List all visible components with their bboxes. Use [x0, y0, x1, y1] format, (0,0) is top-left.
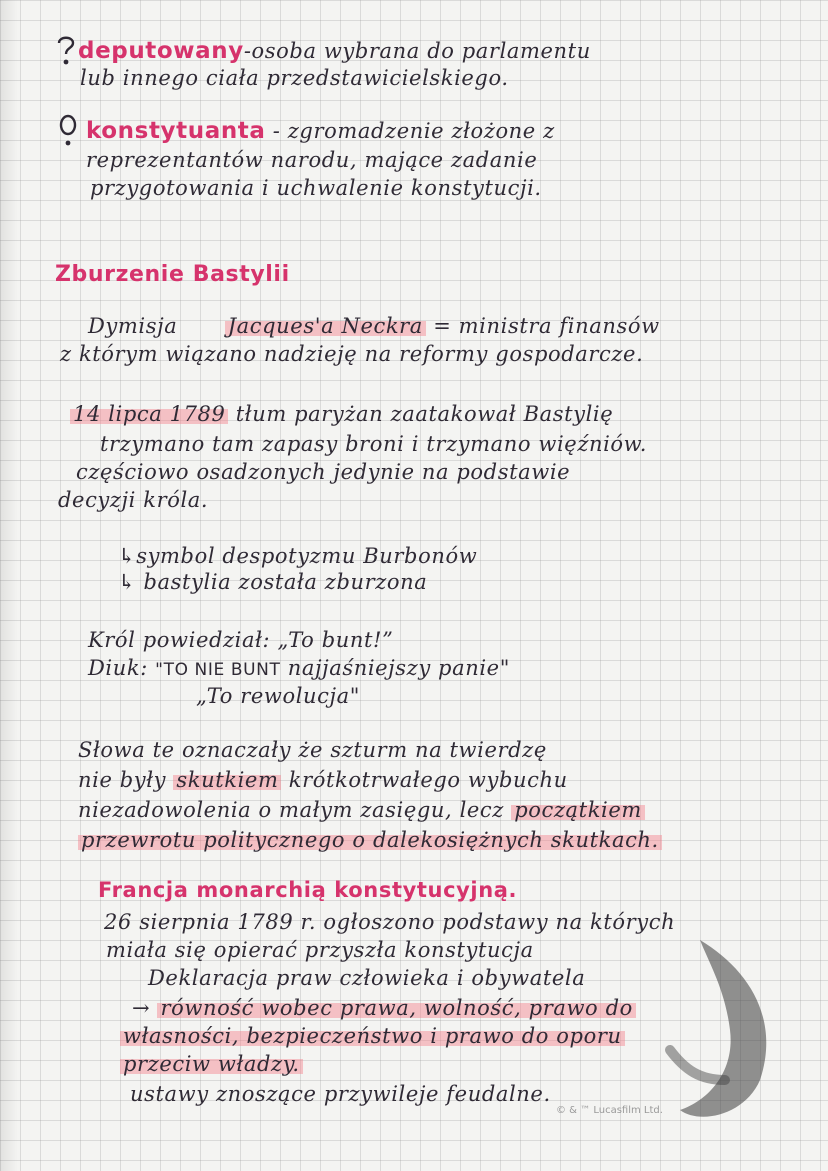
paragraph-line: ustawy znoszące przywileje feudalne. [130, 1082, 551, 1106]
paragraph-line: decyzji króla. [58, 488, 209, 512]
highlight: własności, bezpieczeństwo i prawo do oporu [120, 1024, 625, 1048]
text: = ministra finansów [433, 314, 660, 338]
paragraph-line: miała się opierać przyszła konstytucja [106, 938, 534, 962]
quote-line [88, 656, 510, 680]
brush-emblem-icon [640, 930, 790, 1130]
definition-term: konstytuanta [86, 118, 266, 144]
definition-text-line: przygotowania i uchwalenie konstytucji. [90, 176, 542, 200]
highlight: przeciw władzy. [120, 1052, 303, 1076]
text: nie były [78, 768, 167, 792]
section-title-bastille: Zburzenie Bastylii [55, 262, 290, 287]
text: najjaśniejszy panie" [287, 656, 510, 680]
definition-text-line: reprezentantów narodu, mające zadanie [86, 148, 538, 172]
watermark: © & ™ Lucasfilm Ltd. [556, 1105, 663, 1116]
paragraph-line [70, 402, 613, 426]
arrow-note: ↳ bastylia została zburzona [118, 570, 428, 594]
highlight-date: 14 lipca 1789 [70, 402, 228, 426]
paragraph-line: Deklaracja praw człowieka i obywatela [148, 966, 586, 990]
paragraph-line: częściowo osadzonych jedynie na podstawie [76, 460, 571, 484]
paragraph-line [120, 1024, 625, 1048]
section-title-monarchy: Francja monarchią konstytucyjną. [98, 878, 518, 902]
highlight: skutkiem [173, 768, 281, 792]
paragraph-line: Słowa te oznaczały że szturm na twierdzę [78, 738, 547, 762]
text: Dymisja [88, 314, 178, 338]
text: tłum paryżan zaatakował Bastylię [235, 402, 614, 426]
highlight: równość wobec prawa, wolność, prawo do [157, 996, 635, 1020]
caps-text: "TO NIE BUNT [155, 660, 281, 680]
paragraph-line [88, 314, 660, 338]
exclamation-bullet-icon [54, 34, 78, 68]
quote-line: „To rewolucja" [196, 684, 361, 708]
exclamation-bullet-icon [56, 114, 80, 148]
quote-line: Król powiedział: „To bunt!” [88, 628, 394, 652]
paragraph-line [78, 768, 568, 792]
highlight: początkiem [511, 798, 645, 822]
paragraph-line: 26 sierpnia 1789 r. ogłoszono podstawy na których [104, 910, 676, 934]
paragraph-line: z którym wiązano nadzieję na reformy gospodarcze. [60, 342, 644, 366]
highlight-necker: Jacques'a Neckra [225, 314, 426, 338]
arrow-note: ↳symbol despotyzmu Burbonów [118, 544, 478, 568]
definition-deputowany [78, 38, 591, 64]
page-binding-shadow [0, 0, 18, 1171]
paragraph-line: trzymano tam zapasy broni i trzymano więźniów. [100, 432, 648, 456]
arrow-glyph: → [132, 996, 151, 1020]
paragraph-line [120, 1052, 303, 1076]
definition-text: -osoba wybrana do parlamentu [243, 39, 591, 63]
text: Diuk: [88, 656, 148, 680]
text: niezadowolenia o małym zasięgu, lecz [78, 798, 504, 822]
highlight: przewrotu politycznego o dalekosiężnych skutkach. [78, 828, 662, 852]
definition-text: - zgromadzenie złożone z [265, 119, 555, 143]
paragraph-line [132, 996, 636, 1020]
definition-term: deputowany [78, 38, 244, 64]
definition-konstytuanta [86, 118, 555, 144]
paragraph-line [78, 828, 662, 852]
definition-text-line: lub innego ciała przedstawicielskiego. [80, 66, 509, 90]
paragraph-line [78, 798, 645, 822]
text: krótkotrwałego wybuchu [288, 768, 568, 792]
